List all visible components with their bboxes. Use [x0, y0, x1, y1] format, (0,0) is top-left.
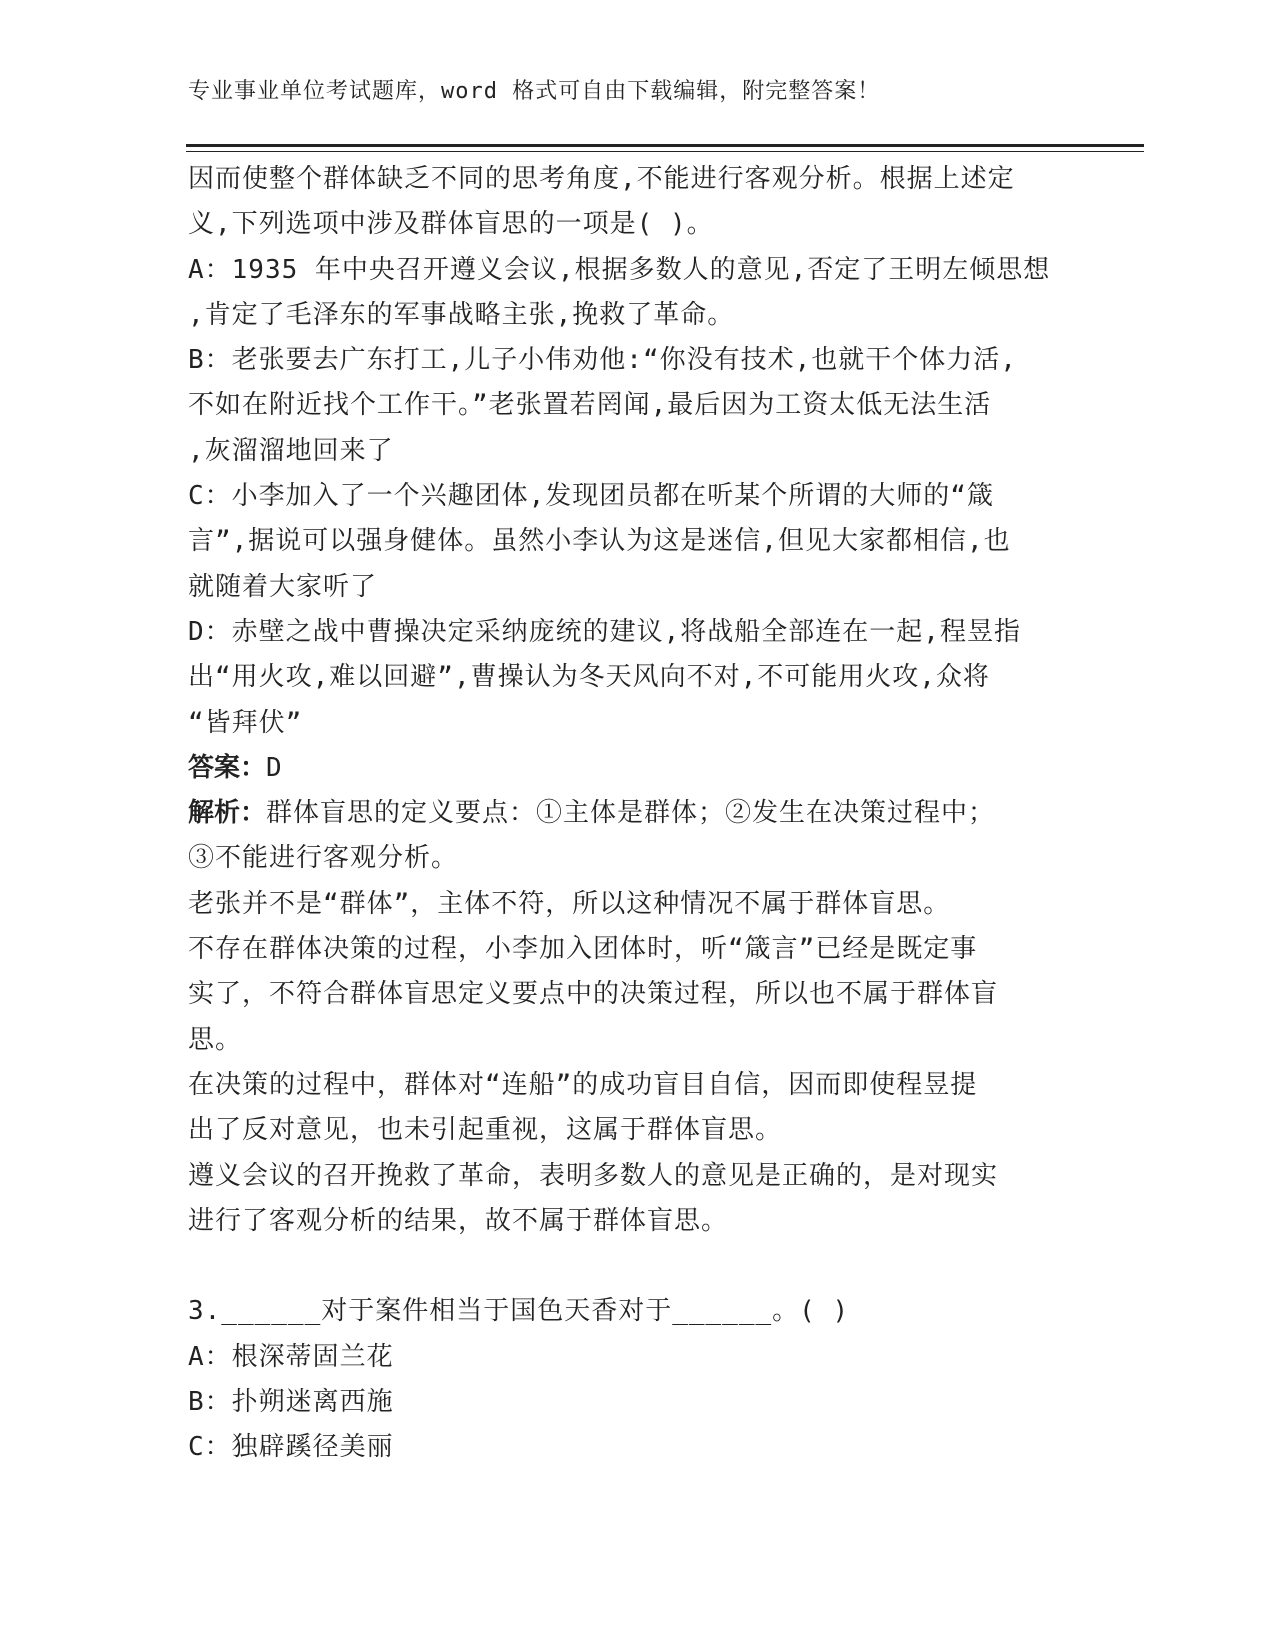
option-b-line: ,灰溜溜地回来了	[188, 435, 394, 466]
question-stem-line: 义,下列选项中涉及群体盲思的一项是( )。	[188, 209, 714, 240]
analysis-line: 不存在群体决策的过程，小李加入团体时，听“箴言”已经是既定事	[188, 934, 978, 965]
question-stem-line: 因而使整个群体缺乏不同的思考角度,不能进行客观分析。根据上述定	[188, 164, 1015, 194]
analysis-line: 老张并不是“群体”，主体不符，所以这种情况不属于群体盲思。	[188, 888, 951, 919]
option-a-line: A：1935 年中央召开遵义会议,根据多数人的意见,否定了王明左倾思想	[188, 254, 1051, 285]
option-a-line: ,肯定了毛泽东的军事战略主张,挽救了革命。	[188, 299, 735, 330]
analysis-label: 解析：	[188, 798, 267, 829]
option-c-line: 言”,据说可以强身健体。虽然小李认为这是迷信,但见大家都相信,也	[188, 526, 1011, 557]
option-d-line: 出“用火攻,难以回避”,曹操认为冬天风向不对,不可能用火攻,众将	[188, 662, 990, 693]
analysis-line: 出了反对意见，也未引起重视，这属于群体盲思。	[188, 1115, 783, 1146]
option-b-line: 不如在附近找个工作干。”老张置若罔闻,最后因为工资太低无法生活	[188, 390, 992, 421]
answer-label: 答案：	[188, 752, 267, 783]
analysis-line: 思。	[188, 1024, 243, 1055]
question-3-option-c: C：独辟蹊径美丽	[188, 1432, 394, 1463]
option-d-line: D：赤壁之战中曹操决定采纳庞统的建议,将战船全部连在一起,程昱指	[188, 616, 1021, 647]
question-3-option-a: A：根深蒂固兰花	[188, 1341, 394, 1372]
spacer	[188, 1244, 1088, 1289]
analysis-line: 在决策的过程中，群体对“连船”的成功盲目自信，因而即使程昱提	[188, 1069, 978, 1100]
analysis-line	[188, 791, 1088, 836]
analysis-line: 遵义会议的召开挽救了革命，表明多数人的意见是正确的，是对现实	[188, 1160, 999, 1191]
header-rule-thick	[186, 144, 1144, 147]
option-c-line: 就随着大家听了	[188, 571, 378, 602]
option-d-line: “皆拜伏”	[188, 707, 303, 738]
document-body	[188, 157, 1088, 1471]
page-header: 专业事业单位考试题库，word 格式可自由下载编辑，附完整答案！	[188, 79, 881, 104]
analysis-line: 实了，不符合群体盲思定义要点中的决策过程，所以也不属于群体盲	[188, 979, 999, 1010]
option-c-line: C：小李加入了一个兴趣团体,发现团员都在听某个所谓的大师的“箴	[188, 481, 994, 512]
analysis-line: 进行了客观分析的结果，故不属于群体盲思。	[188, 1205, 729, 1236]
header-rule-thin	[186, 151, 1144, 152]
answer-value: D	[266, 752, 283, 783]
answer-line	[188, 746, 1088, 791]
option-b-line: B：老张要去广东打工,儿子小伟劝他:“你没有技术,也就干个体力活,	[188, 345, 1017, 376]
analysis-line: ③不能进行客观分析。	[188, 843, 459, 874]
question-3-stem: 3.______对于案件相当于国色天香对于______。( )	[188, 1296, 850, 1327]
question-3-option-b: B：扑朔迷离西施	[188, 1387, 394, 1418]
analysis-text: 群体盲思的定义要点：①主体是群体；②发生在决策过程中；	[266, 798, 996, 829]
